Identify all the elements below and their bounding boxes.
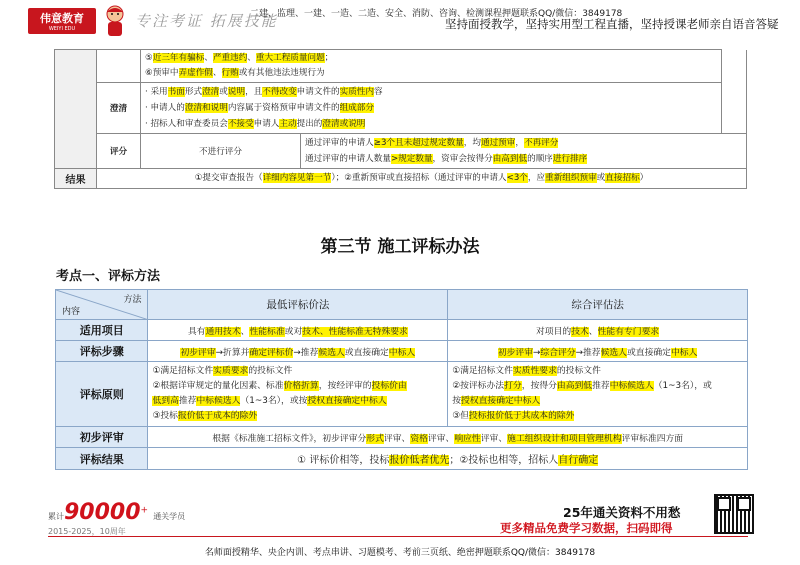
header-course-line: 二建、监理、一建、一造、二造、安全、消防、咨询、检测课程押题联系QQ/微信：3849178 xyxy=(250,9,623,19)
blank-cell xyxy=(721,83,746,134)
table-row xyxy=(55,50,747,83)
blank-cell xyxy=(55,50,97,169)
header-teaching-line: 坚持面授教学，坚持实用型工程直播，坚持授课老师亲自语音答疑 xyxy=(445,17,779,31)
score-label: 评分 xyxy=(97,134,141,169)
qr-code-icon[interactable] xyxy=(714,494,754,534)
table-header-row xyxy=(56,290,748,320)
principle-lowest-4: ③投标报价低于成本的除外 xyxy=(152,411,258,421)
table-row xyxy=(56,320,748,341)
row-head-preliminary: 初步评审 xyxy=(56,427,148,448)
footer-count: 90000 xyxy=(64,500,141,525)
logo-subtext: WEIYI EDU xyxy=(48,26,76,32)
corner-method-label: 方法 xyxy=(123,295,142,305)
footer-pre: 累计 xyxy=(48,512,64,521)
col-lowest-price: 最低评标价法 xyxy=(148,290,448,320)
principle-comp-2: ②按评标办法打分，按得分由高到低推荐中标候选人（1~3名），或 xyxy=(452,381,712,391)
principles-comprehensive xyxy=(448,362,748,427)
result-cell-main: ① 评标价相等，投标报价低者优先；②投标也相等，招标人自行确定 xyxy=(148,448,748,470)
header-slogan: 专注考证 拓展技能 xyxy=(135,12,278,30)
clarify-line-3: · 招标人和审查委员会不接受申请人主动提出的澄清或说明 xyxy=(145,119,366,129)
logo-text: 伟意教育 xyxy=(40,12,84,25)
prequalification-table xyxy=(54,49,747,189)
evaluation-method-table xyxy=(55,289,748,470)
clarify-label: 澄清 xyxy=(97,83,141,134)
clarify-cell xyxy=(141,83,722,134)
row-head-steps: 评标步骤 xyxy=(56,341,148,362)
table-row xyxy=(56,448,748,470)
row-head-result: 评标结果 xyxy=(56,448,148,470)
footer-contact-line: 名师面授精华、央企内训、考点串讲、习题模考、考前三页纸、绝密押题联系QQ/微信：3849178 xyxy=(204,548,596,558)
score-line-2: 通过评审的申请人数量>规定数量，资审会按得分由高到低的顺序进行排序 xyxy=(305,154,588,164)
principle-comp-1: ①满足招标文件实质性要求的投标文件 xyxy=(452,366,601,376)
col-comprehensive: 综合评估法 xyxy=(448,290,748,320)
footer-slogan-1: 25年通关资料不用愁 xyxy=(563,505,681,520)
footer-divider xyxy=(48,536,748,537)
principle-comp-4: ③但投标报价低于其成本的除外 xyxy=(452,411,575,421)
blank-cell xyxy=(721,50,746,83)
table-row xyxy=(56,362,748,427)
footer-plus: + xyxy=(140,505,149,516)
footer-years: 2015-2025，10周年 xyxy=(48,527,126,536)
table-row xyxy=(55,134,747,169)
mascot-icon xyxy=(100,4,130,38)
brand-logo xyxy=(28,8,96,34)
principle-lowest-1: ①满足招标文件实质要求的投标文件 xyxy=(152,366,293,376)
result-text: ①提交审查报告（详细内容见第一节）；②重新预审或直接招标（通过评审的申请人<3个，应重新组织预审或直接招标） xyxy=(194,173,649,183)
disqualify-item-5: ⑤近三年有骗标、严重违约、重大工程质量问题； xyxy=(145,53,334,63)
table-row xyxy=(55,83,747,134)
footer-stats xyxy=(48,500,186,536)
score-method: 不进行评分 xyxy=(141,134,301,169)
clarify-line-2: · 申请人的澄清和说明内容属于资格预审申请文件的组成部分 xyxy=(145,103,374,113)
preliminary-cell: 根据《标准施工招标文件》，初步评审分形式评审、资格评审、响应性评审、施工组织设计和项目管理机构评审标准四方面 xyxy=(148,427,748,448)
blank-cell xyxy=(97,50,141,83)
footer-post: 通关学员 xyxy=(153,512,186,521)
section-title: 第三节 施工评标办法 xyxy=(320,237,480,257)
principle-comp-3: 按授权直接确定中标人 xyxy=(452,396,541,406)
corner-header xyxy=(56,290,148,320)
score-line-1: 通过评审的申请人≥3个且未超过规定数量，均通过预审，不再评分 xyxy=(305,138,559,148)
table-row xyxy=(55,169,747,189)
steps-lowest: 初步评审→折算并确定评标价→推荐候选人或直接确定中标人 xyxy=(148,341,448,362)
disqualify-item-6: ⑥预审中弄虚作假、行贿或有其他违法违规行为 xyxy=(145,68,325,78)
row-head-applicable: 适用项目 xyxy=(56,320,148,341)
table-row xyxy=(56,341,748,362)
row-head-principles: 评标原则 xyxy=(56,362,148,427)
page-header xyxy=(0,0,800,44)
table-row xyxy=(56,427,748,448)
footer-slogan-2: 更多精品免费学习数据，扫码即得 xyxy=(500,521,673,535)
result-label: 结果 xyxy=(55,169,97,189)
point-title: 考点一、评标方法 xyxy=(56,269,161,284)
result-cell xyxy=(97,169,747,189)
principle-lowest-3: 低到高推荐中标候选人（1~3名），或按授权直接确定中标人 xyxy=(152,396,387,406)
applicable-lowest: 具有通用技术、性能标准或对技术、性能标准无特殊要求 xyxy=(148,320,448,341)
disqualify-cell xyxy=(141,50,722,83)
clarify-line-1: · 采用书面形式澄清或说明，且不得改变申请文件的实质性内容 xyxy=(145,87,383,97)
principles-lowest xyxy=(148,362,448,427)
principle-lowest-2: ②根据详审规定的量化因素、标准价格折算，按经评审的投标价由 xyxy=(152,381,407,391)
score-cell xyxy=(301,134,747,169)
corner-content-label: 内容 xyxy=(62,307,81,317)
applicable-comprehensive: 对项目的技术、性能有专门要求 xyxy=(448,320,748,341)
steps-comprehensive: 初步评审→综合评分→推荐候选人或直接确定中标人 xyxy=(448,341,748,362)
